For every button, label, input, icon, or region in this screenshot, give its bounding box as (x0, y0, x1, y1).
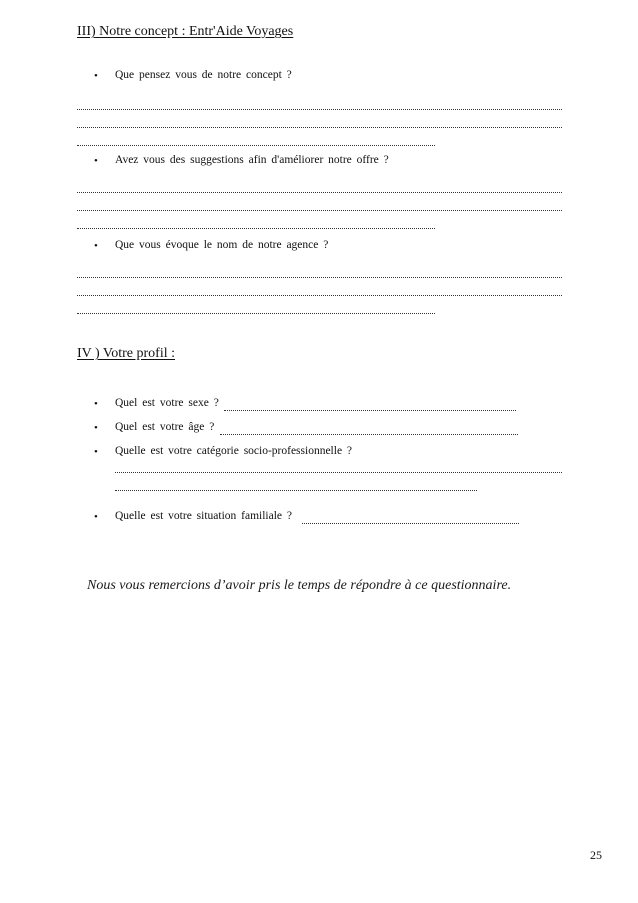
closing-thanks: Nous vous remercions d’avoir pris le temps de répondre à ce questionnaire. (87, 578, 512, 593)
answer-line[interactable] (77, 117, 562, 128)
bullet-icon: • (94, 446, 98, 458)
answer-line[interactable] (224, 400, 516, 411)
bullet-icon: • (94, 422, 98, 434)
answer-line[interactable] (77, 182, 562, 193)
answer-line[interactable] (115, 480, 477, 491)
question-age: Quel est votre âge ? (115, 421, 215, 433)
answer-line[interactable] (77, 285, 562, 296)
answer-line[interactable] (302, 513, 519, 524)
question-concept: Que pensez vous de notre concept ? (115, 69, 292, 81)
question-suggestions: Avez vous des suggestions afin d'améliorer notre offre ? (115, 154, 389, 166)
answer-line[interactable] (77, 99, 562, 110)
question-sex: Quel est votre sexe ? (115, 397, 219, 409)
answer-line[interactable] (77, 303, 435, 314)
bullet-icon: • (94, 155, 98, 167)
answer-line[interactable] (115, 462, 562, 473)
answer-line[interactable] (77, 218, 435, 229)
bullet-icon: • (94, 70, 98, 82)
answer-line[interactable] (77, 135, 435, 146)
question-socio-professional: Quelle est votre catégorie socio-professionnelle ? (115, 445, 353, 457)
page-number: 25 (590, 848, 602, 862)
question-agency-name: Que vous évoque le nom de notre agence ? (115, 239, 329, 251)
section-4-title: IV ) Votre profil : (77, 346, 175, 361)
bullet-icon: • (94, 240, 98, 252)
answer-line[interactable] (77, 200, 562, 211)
question-family-situation: Quelle est votre situation familiale ? (115, 510, 293, 522)
answer-line[interactable] (220, 424, 518, 435)
section-3-heading (77, 24, 293, 40)
answer-line[interactable] (77, 267, 562, 278)
bullet-icon: • (94, 511, 98, 523)
bullet-icon: • (94, 398, 98, 410)
section-3-number: III) (77, 24, 96, 39)
section-3-title: Notre concept : Entr'Aide Voyages (99, 24, 294, 39)
